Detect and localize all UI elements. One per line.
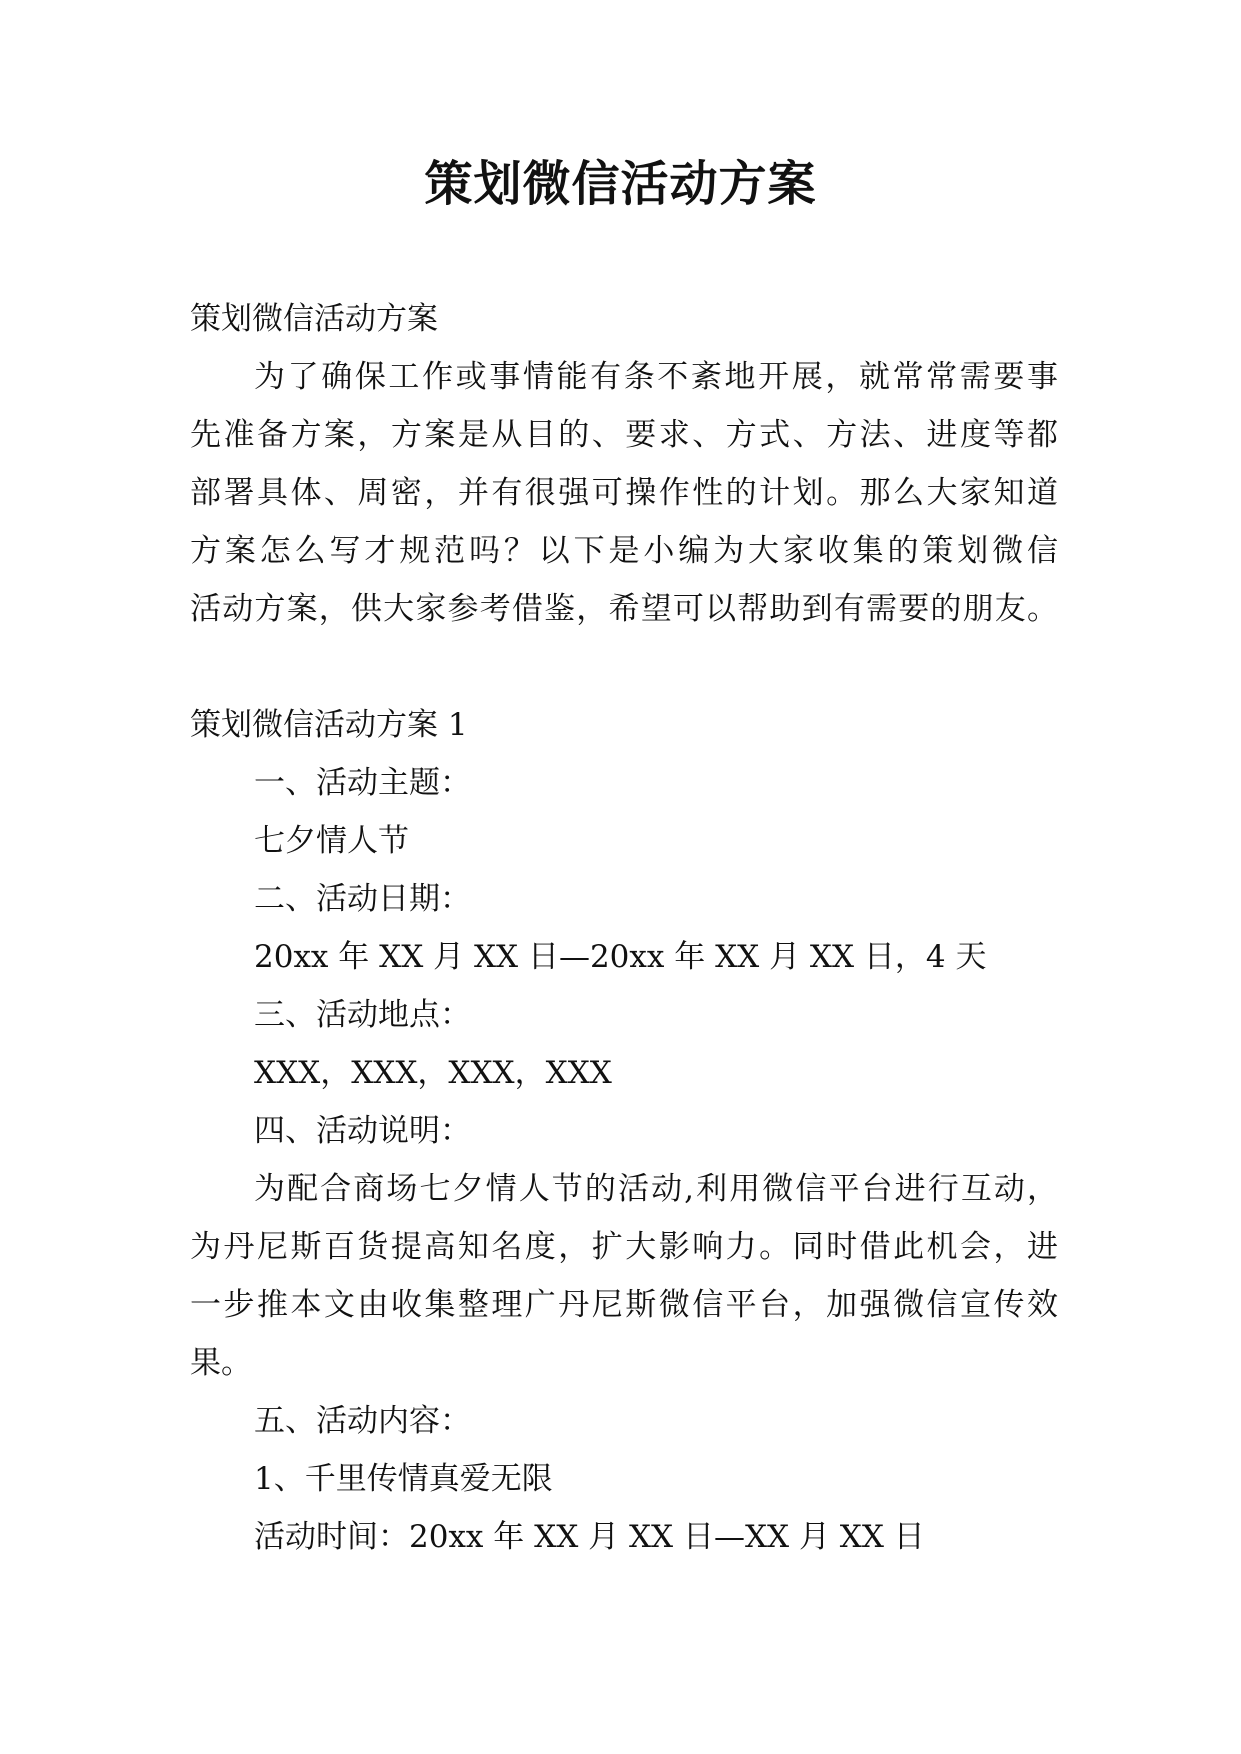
- item1-title: 1、千里传情真爱无限: [254, 1461, 553, 1497]
- document-body: [190, 290, 1058, 1566]
- description-line-4: 果。: [190, 1345, 252, 1381]
- theme-value: 七夕情人节: [254, 823, 409, 859]
- date-label: 二、活动日期：: [254, 881, 471, 917]
- document-title: 策划微信活动方案: [424, 156, 817, 212]
- item1-time: 活动时间：20xx 年 XX 月 XX 日—XX 月 XX 日: [254, 1519, 925, 1555]
- description-paragraph: [190, 1160, 1058, 1392]
- theme-label: 一、活动主题：: [254, 765, 471, 801]
- description-line-1: 为配合商场七夕情人节的活动,利用微信平台进行互动，: [254, 1171, 1058, 1207]
- intro-line-5: 活动方案，供大家参考借鉴，希望可以帮助到有需要的朋友。: [190, 591, 1058, 627]
- content-label: 五、活动内容：: [254, 1403, 471, 1439]
- description-line-2: 为丹尼斯百货提高知名度，扩大影响力。同时借此机会，进: [190, 1229, 1058, 1265]
- date-value: 20xx 年 XX 月 XX 日—20xx 年 XX 月 XX 日，4 天: [254, 939, 987, 975]
- description-label: 四、活动说明：: [254, 1113, 471, 1149]
- intro-paragraph: [190, 348, 1058, 638]
- paragraph-spacer: [190, 638, 1058, 696]
- intro-heading: 策划微信活动方案: [190, 301, 438, 337]
- location-value: XXX，XXX，XXX，XXX: [254, 1055, 612, 1091]
- location-label: 三、活动地点：: [254, 997, 471, 1033]
- intro-line-1: 为了确保工作或事情能有条不紊地开展，就常常需要事: [254, 359, 1058, 395]
- intro-line-2: 先准备方案，方案是从目的、要求、方式、方法、进度等都: [190, 417, 1058, 453]
- intro-line-4: 方案怎么写才规范吗？以下是小编为大家收集的策划微信: [190, 533, 1058, 569]
- section-heading: 策划微信活动方案 1: [190, 707, 468, 743]
- intro-line-3: 部署具体、周密，并有很强可操作性的计划。那么大家知道: [190, 475, 1058, 511]
- description-line-3: 一步推本文由收集整理广丹尼斯微信平台，加强微信宣传效: [190, 1287, 1058, 1323]
